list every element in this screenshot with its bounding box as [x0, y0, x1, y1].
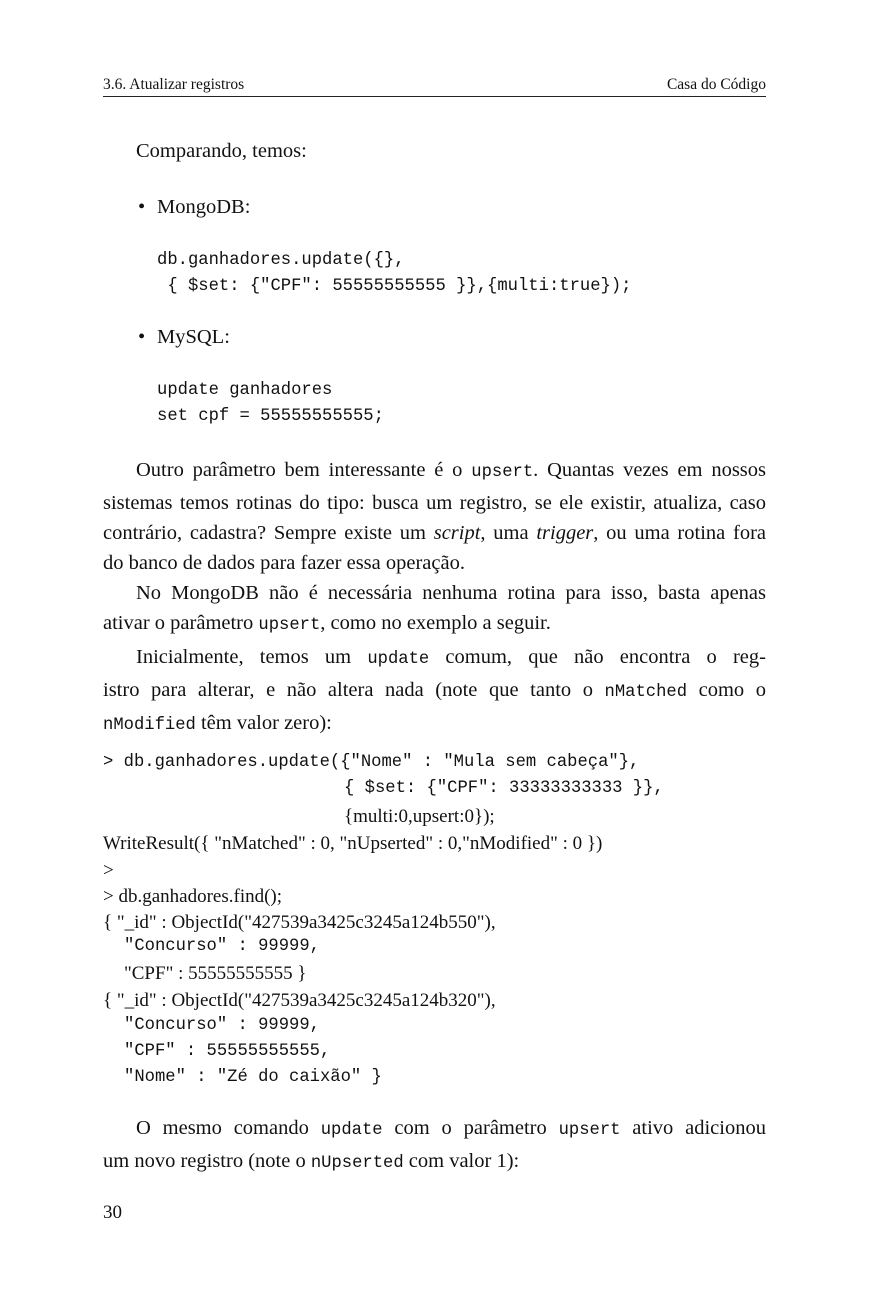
inline-code: upsert: [258, 616, 321, 635]
code-line: set cpf = 55555555555;: [157, 407, 384, 426]
console-line: "CPF" : 55555555555 }: [124, 963, 307, 984]
console-line: WriteResult({ "nMatched" : 0, "nUpserted" : 0,"nModified" : 0 }): [103, 833, 603, 854]
paragraph-mongodb-upsert: No MongoDB não é necessária nenhuma rotina para isso, basta apenas ativar o parâmetro upsert, como no exemplo a seguir.: [103, 582, 766, 635]
bullet-dot: •: [138, 196, 146, 218]
console-line: "CPF" : 55555555555,: [124, 1042, 331, 1061]
running-header-book: Casa do Código: [666, 76, 766, 93]
code-line: update ganhadores: [157, 381, 333, 400]
intro-text: Comparando, temos:: [136, 140, 307, 162]
bullet-label-mongodb: MongoDB:: [157, 196, 251, 218]
page-number: 30: [103, 1202, 122, 1223]
inline-code: update: [320, 1121, 383, 1140]
inline-code: upsert: [471, 463, 534, 482]
console-line: "Concurso" : 99999,: [124, 937, 320, 956]
header-rule: [103, 96, 766, 97]
console-line: { $set: {"CPF": 33333333333 }},: [344, 779, 664, 798]
inline-code: nMatched: [604, 683, 688, 702]
inline-code: nUpserted: [310, 1154, 404, 1173]
inline-code: upsert: [558, 1121, 621, 1140]
bullet-dot: •: [138, 326, 146, 348]
console-line: > db.ganhadores.find();: [103, 886, 283, 907]
console-line: { "_id" : ObjectId("427539a3425c3245a124b320"),: [103, 990, 496, 1011]
console-line: >: [103, 860, 114, 881]
running-header-section: 3.6. Atualizar registros: [103, 76, 245, 93]
console-line: "Nome" : "Zé do caixão" }: [124, 1068, 382, 1087]
inline-code: nModified: [103, 716, 196, 735]
paragraph-upsert-intro: Outro parâmetro bem interessante é o upsert. Quantas vezes em nossos sistemas temos rotinas do tipo: busca um registro, se ele existir, atualiza, caso contrário, cadastra? Sempre existe um script, uma trigger, ou uma rotina fora do banco de dados para fazer essa operação.: [103, 459, 766, 574]
paragraph-upsert-result: O mesmo comando update com o parâmetro upsert ativo adicionou um novo registro (note o nUpserted com valor 1):: [103, 1117, 766, 1173]
console-line: "Concurso" : 99999,: [124, 1016, 320, 1035]
console-line: { "_id" : ObjectId("427539a3425c3245a124b550"),: [103, 912, 496, 933]
console-line: {multi:0,upsert:0});: [344, 806, 495, 827]
inline-code: update: [367, 650, 430, 669]
bullet-label-mysql: MySQL:: [157, 326, 230, 348]
code-line: { $set: {"CPF": 55555555555 }},{multi:true});: [157, 277, 632, 296]
paragraph-update-example: Inicialmente, temos um update comum, que não encontra o reg- istro para alterar, e não altera nada (note que tanto o nMatched como o nModified têm valor zero):: [103, 646, 766, 735]
code-line: db.ganhadores.update({},: [157, 251, 405, 270]
console-line: > db.ganhadores.update({"Nome" : "Mula sem cabeça"},: [103, 753, 640, 772]
